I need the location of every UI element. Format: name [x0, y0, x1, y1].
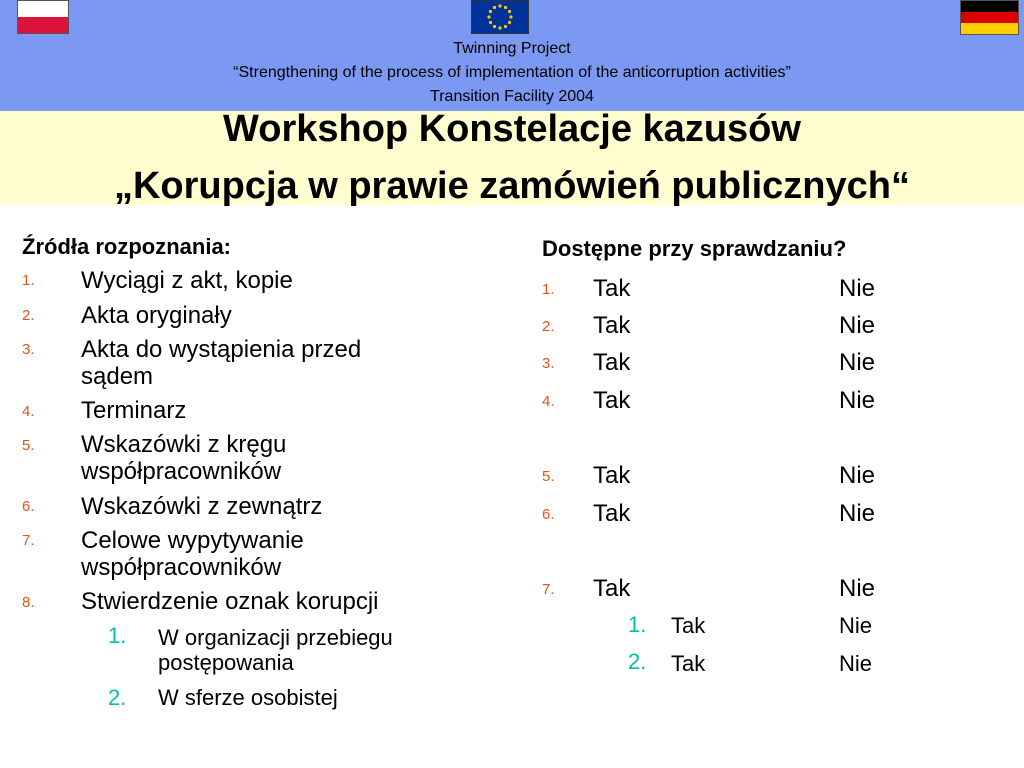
list-item: Wyciągi z akt, kopie [81, 267, 293, 294]
flag-eu-icon [471, 0, 529, 34]
list-item: Terminarz [81, 397, 187, 424]
left-column-heading: Źródła rozpoznania: [22, 234, 231, 259]
list-item: Akta do wystąpienia przed [81, 336, 362, 363]
list-item: Celowe wypytywanie [81, 527, 304, 554]
list-number: 6. [22, 498, 35, 515]
sub-list-number: 2. [628, 649, 647, 674]
answer-no: Nie [839, 500, 876, 527]
list-item-continuation: współpracowników [81, 458, 282, 485]
list-number: 3. [22, 341, 35, 358]
list-number: 2. [22, 307, 35, 324]
answer-no: Nie [839, 575, 876, 602]
list-number: 5. [542, 468, 555, 485]
list-item: Wskazówki z zewnątrz [81, 493, 323, 520]
slide-subtitle: „Korupcja w prawie zamówień publicznych“ [113, 165, 911, 207]
answer-yes: Tak [593, 462, 631, 489]
header-project-label: Twinning Project [453, 40, 571, 57]
right-column-heading: Dostępne przy sprawdzaniu? [542, 236, 847, 261]
list-item: Wskazówki z kręgu [81, 431, 287, 458]
list-number: 4. [542, 393, 555, 410]
list-number: 1. [22, 272, 35, 289]
answer-yes: Tak [593, 349, 631, 376]
sub-list-item-continuation: postępowania [158, 650, 294, 675]
list-number: 1. [542, 281, 555, 298]
answer-yes: Tak [671, 613, 706, 638]
list-number: 4. [22, 403, 35, 420]
header-project-name: “Strengthening of the process of implementation of the anticorruption activities” [233, 64, 791, 81]
list-item: Stwierdzenie oznak korupcji [81, 588, 379, 615]
flag-poland-icon [17, 0, 69, 34]
list-number: 2. [542, 318, 555, 335]
answer-yes: Tak [593, 575, 631, 602]
list-number: 7. [542, 581, 555, 598]
answer-no: Nie [839, 349, 876, 376]
list-number: 3. [542, 355, 555, 372]
list-number: 7. [22, 532, 35, 549]
answer-no: Nie [839, 312, 876, 339]
list-number: 5. [22, 437, 35, 454]
answer-no: Nie [839, 651, 873, 676]
answer-no: Nie [839, 275, 876, 302]
list-number: 8. [22, 594, 35, 611]
slide-title: Workshop Konstelacje kazusów [223, 108, 801, 150]
answer-yes: Tak [593, 500, 631, 527]
flag-germany-icon [960, 0, 1019, 35]
sub-list-number: 1. [628, 612, 647, 637]
answer-no: Nie [839, 387, 876, 414]
sub-list-number: 1. [108, 623, 127, 648]
answer-no: Nie [839, 462, 876, 489]
list-item: Akta oryginały [81, 302, 232, 329]
sub-list-item: W organizacji przebiegu [158, 625, 393, 650]
answer-yes: Tak [593, 387, 631, 414]
answer-yes: Tak [593, 312, 631, 339]
sub-list-item: W sferze osobistej [158, 685, 338, 710]
list-item-continuation: współpracowników [81, 554, 282, 581]
answer-no: Nie [839, 613, 873, 638]
list-item-continuation: sądem [81, 363, 154, 390]
header-facility: Transition Facility 2004 [430, 88, 594, 105]
list-number: 6. [542, 506, 555, 523]
answer-yes: Tak [671, 651, 706, 676]
sub-list-number: 2. [108, 685, 127, 710]
answer-yes: Tak [593, 275, 631, 302]
